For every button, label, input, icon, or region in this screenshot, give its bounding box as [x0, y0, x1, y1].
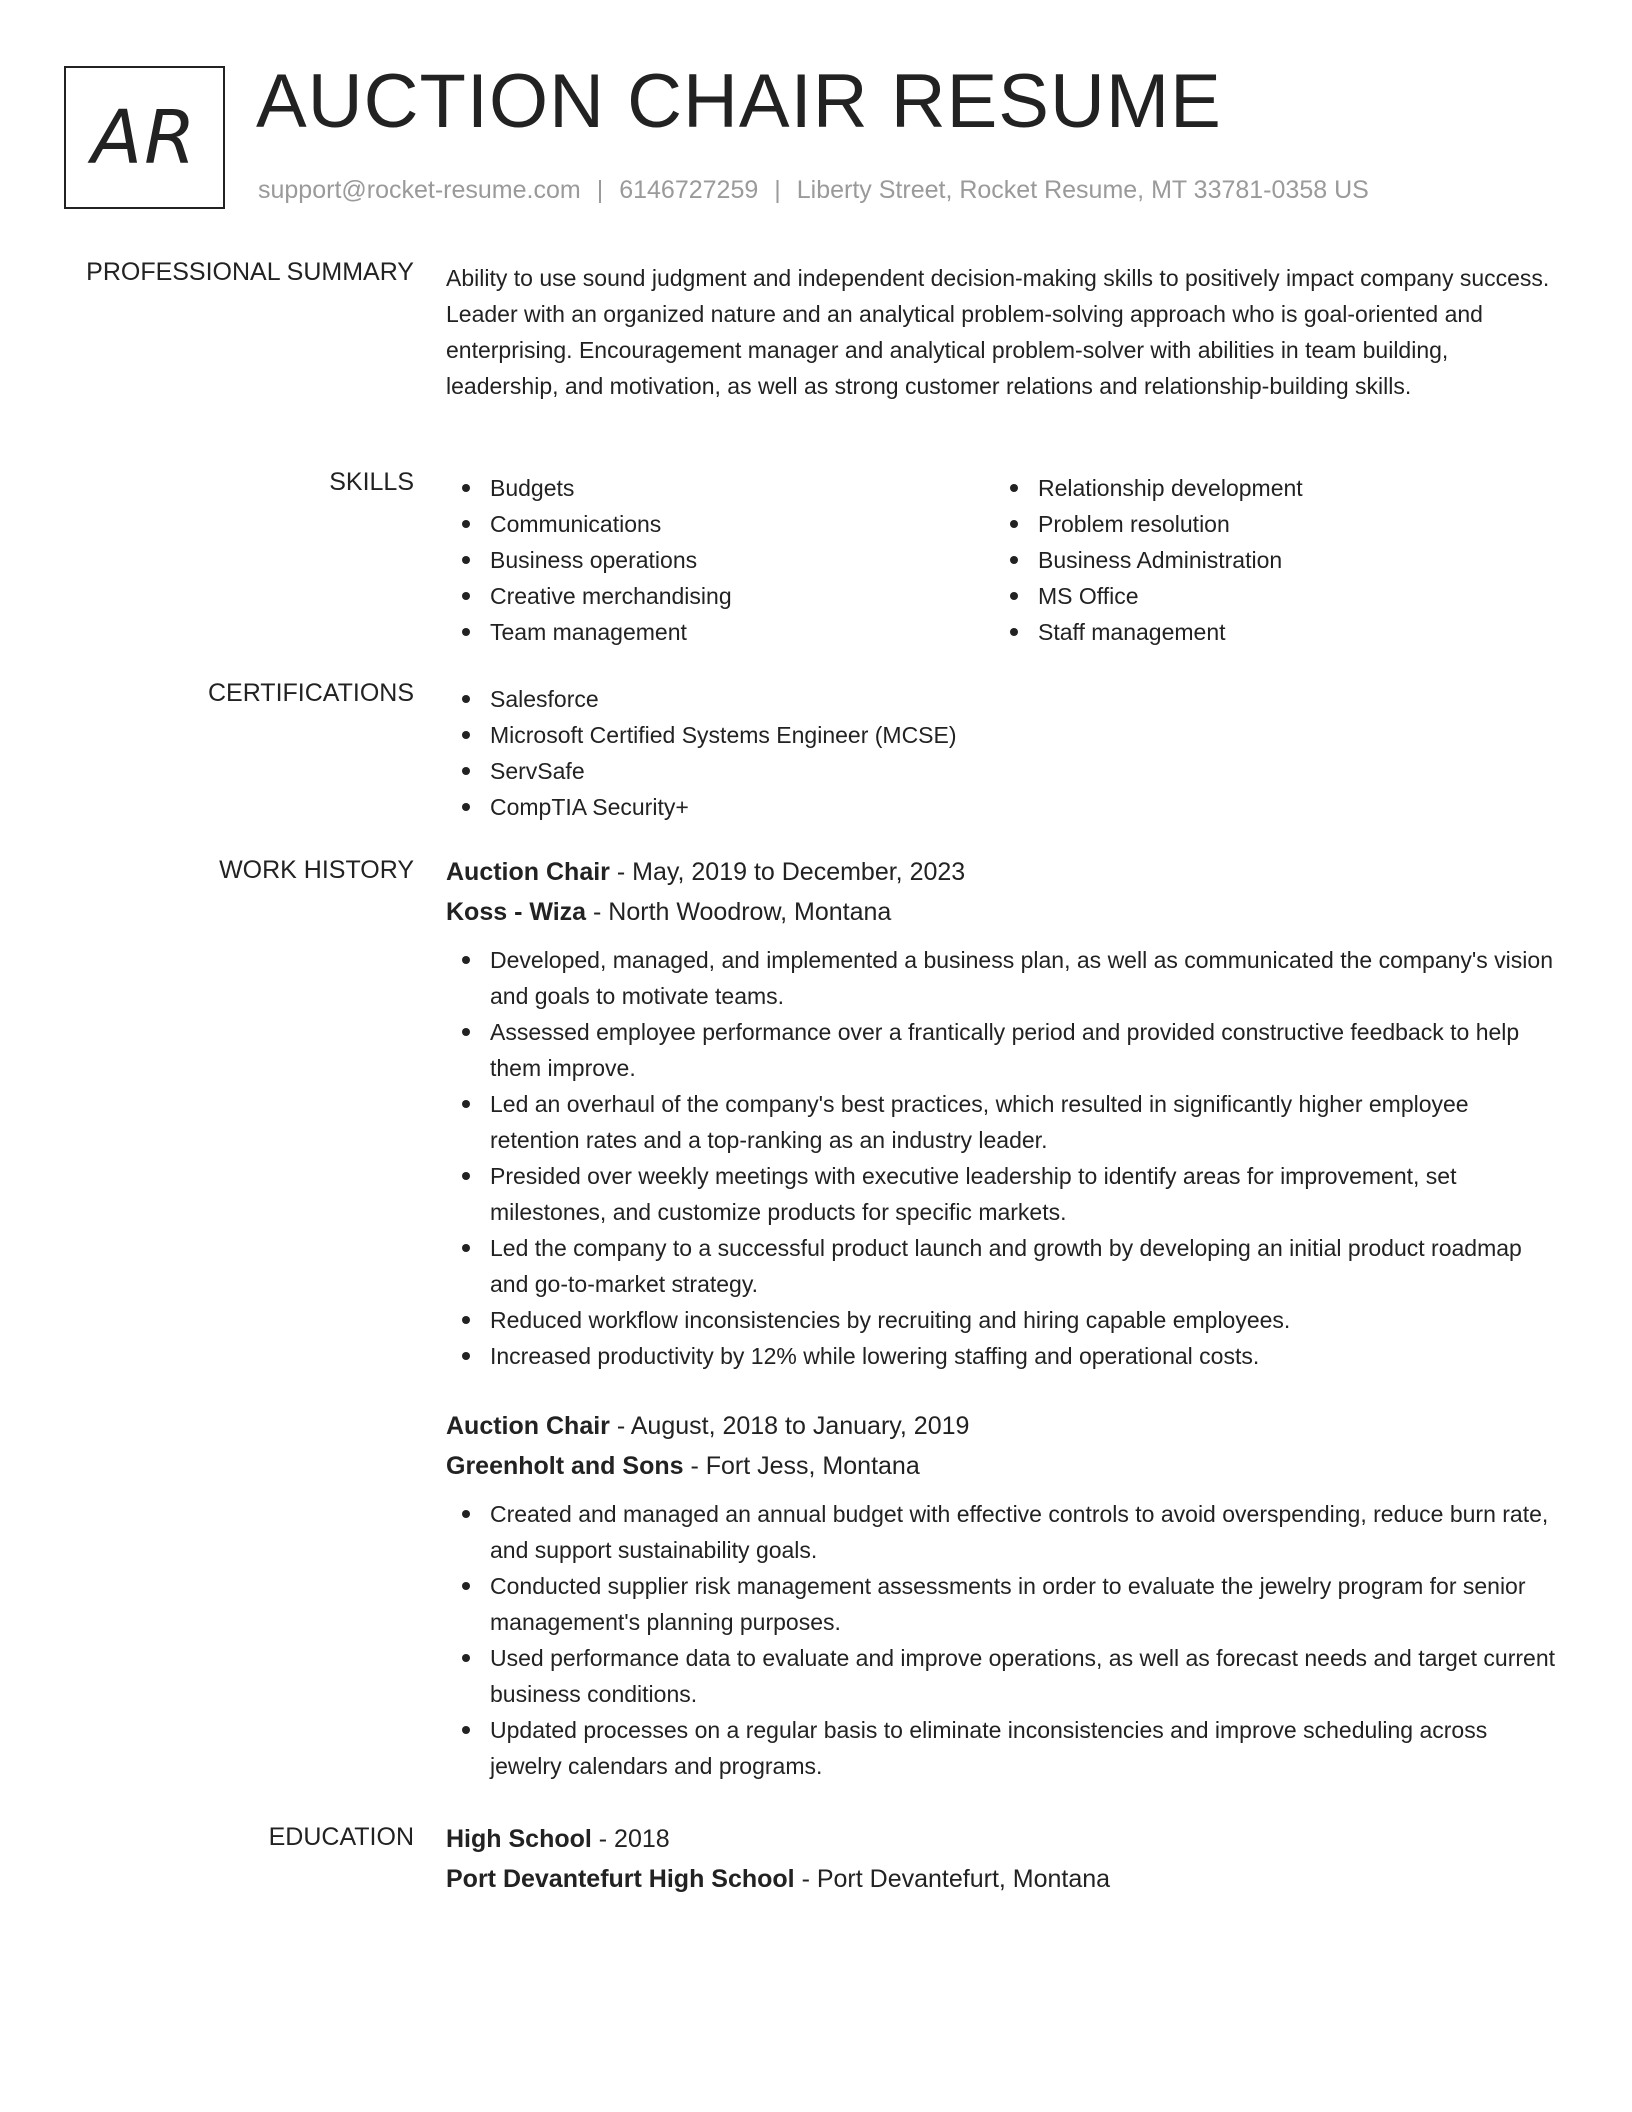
skill-item: Problem resolution [994, 506, 1542, 542]
job-bullet: Conducted supplier risk management assessments in order to evaluate the jewelry program for senior management's planning purposes. [446, 1568, 1556, 1640]
section-label-work-history: WORK HISTORY [219, 856, 414, 884]
skills-list-right [994, 470, 1542, 650]
skills-columns [446, 470, 1556, 650]
work-history-body [446, 852, 1556, 1784]
education-body [446, 1819, 1556, 1899]
job-bullets [446, 942, 1556, 1374]
job-bullet: Reduced workflow inconsistencies by recruiting and hiring capable employees. [446, 1302, 1556, 1338]
job-company: Koss - Wiza [446, 898, 587, 926]
certification-item: ServSafe [446, 753, 1556, 789]
job-bullet: Led the company to a successful product launch and growth by developing an initial product roadmap and go-to-market strategy. [446, 1230, 1556, 1302]
certification-item: Salesforce [446, 681, 1556, 717]
summary-body [446, 260, 1556, 404]
education-degree: High School [446, 1825, 592, 1853]
education-school-line [446, 1859, 1556, 1899]
job-bullet: Led an overhaul of the company's best practices, which resulted in significantly higher employee retention rates and a top-ranking as an industry leader. [446, 1086, 1556, 1158]
job-entry [446, 852, 1556, 1374]
education-degree-line [446, 1819, 1556, 1859]
skill-item: Staff management [994, 614, 1542, 650]
education-school: Port Devantefurt High School [446, 1865, 795, 1893]
skill-item: Business operations [446, 542, 994, 578]
contact-line [258, 176, 1369, 205]
certifications-body [446, 681, 1556, 825]
job-bullet: Increased productivity by 12% while lowering staffing and operational costs. [446, 1338, 1556, 1374]
job-title-line [446, 1406, 1556, 1446]
skills-list-left [446, 470, 994, 650]
job-dates: - May, 2019 to December, 2023 [609, 858, 966, 886]
skill-item: Communications [446, 506, 994, 542]
education-year: - 2018 [591, 1825, 670, 1853]
job-company: Greenholt and Sons [446, 1452, 684, 1480]
job-title-line [446, 852, 1556, 892]
education-location: - Port Devantefurt, Montana [794, 1865, 1111, 1893]
certification-item: CompTIA Security+ [446, 789, 1556, 825]
contact-email: support@rocket-resume.com [258, 176, 581, 204]
skill-item: Budgets [446, 470, 994, 506]
certification-item: Microsoft Certified Systems Engineer (MCSE) [446, 717, 1556, 753]
job-bullet: Updated processes on a regular basis to eliminate inconsistencies and improve scheduling across jewelry calendars and programs. [446, 1712, 1556, 1784]
contact-separator: | [596, 176, 604, 204]
skill-item: MS Office [994, 578, 1542, 614]
job-entry [446, 1406, 1556, 1784]
monogram-initials: AR [91, 94, 198, 181]
job-bullet: Used performance data to evaluate and improve operations, as well as forecast needs and target current business conditions. [446, 1640, 1556, 1712]
job-location: - North Woodrow, Montana [586, 898, 892, 926]
job-bullet: Assessed employee performance over a frantically period and provided constructive feedback to help them improve. [446, 1014, 1556, 1086]
job-location: - Fort Jess, Montana [683, 1452, 920, 1480]
monogram-box [64, 66, 225, 209]
certifications-list [446, 681, 1556, 825]
resume-title: AUCTION CHAIR RESUME [256, 59, 1222, 144]
job-bullets [446, 1496, 1556, 1784]
job-company-line [446, 1446, 1556, 1486]
contact-phone: 6146727259 [619, 176, 759, 204]
job-bullet: Created and managed an annual budget with effective controls to avoid overspending, reduce burn rate, and support sustainability goals. [446, 1496, 1556, 1568]
skill-item: Business Administration [994, 542, 1542, 578]
contact-address: Liberty Street, Rocket Resume, MT 33781-0358 US [796, 176, 1369, 204]
section-label-skills: SKILLS [329, 468, 414, 496]
summary-text: Ability to use sound judgment and independent decision-making skills to positively impact company success. Leader with an organized nature and an analytical problem-solving approach who is goal-oriented and enterprising. Encouragement manager and analytical problem-solver with abilities in team building, leadership, and motivation, as well as strong customer relations and relationship-building skills. [446, 265, 1550, 399]
job-bullet: Presided over weekly meetings with executive leadership to identify areas for improvement, set milestones, and customize products for specific markets. [446, 1158, 1556, 1230]
skill-item: Relationship development [994, 470, 1542, 506]
section-label-certifications: CERTIFICATIONS [207, 679, 414, 707]
skills-body [446, 470, 1556, 650]
section-label-education: EDUCATION [268, 1823, 414, 1851]
job-bullet: Developed, managed, and implemented a business plan, as well as communicated the company's vision and goals to motivate teams. [446, 942, 1556, 1014]
contact-separator: | [774, 176, 781, 204]
job-title: Auction Chair [446, 1412, 610, 1440]
section-label-summary: PROFESSIONAL SUMMARY [86, 258, 414, 286]
job-title: Auction Chair [446, 858, 610, 886]
skill-item: Team management [446, 614, 994, 650]
job-dates: - August, 2018 to January, 2019 [609, 1412, 970, 1440]
skill-item: Creative merchandising [446, 578, 994, 614]
job-company-line [446, 892, 1556, 932]
